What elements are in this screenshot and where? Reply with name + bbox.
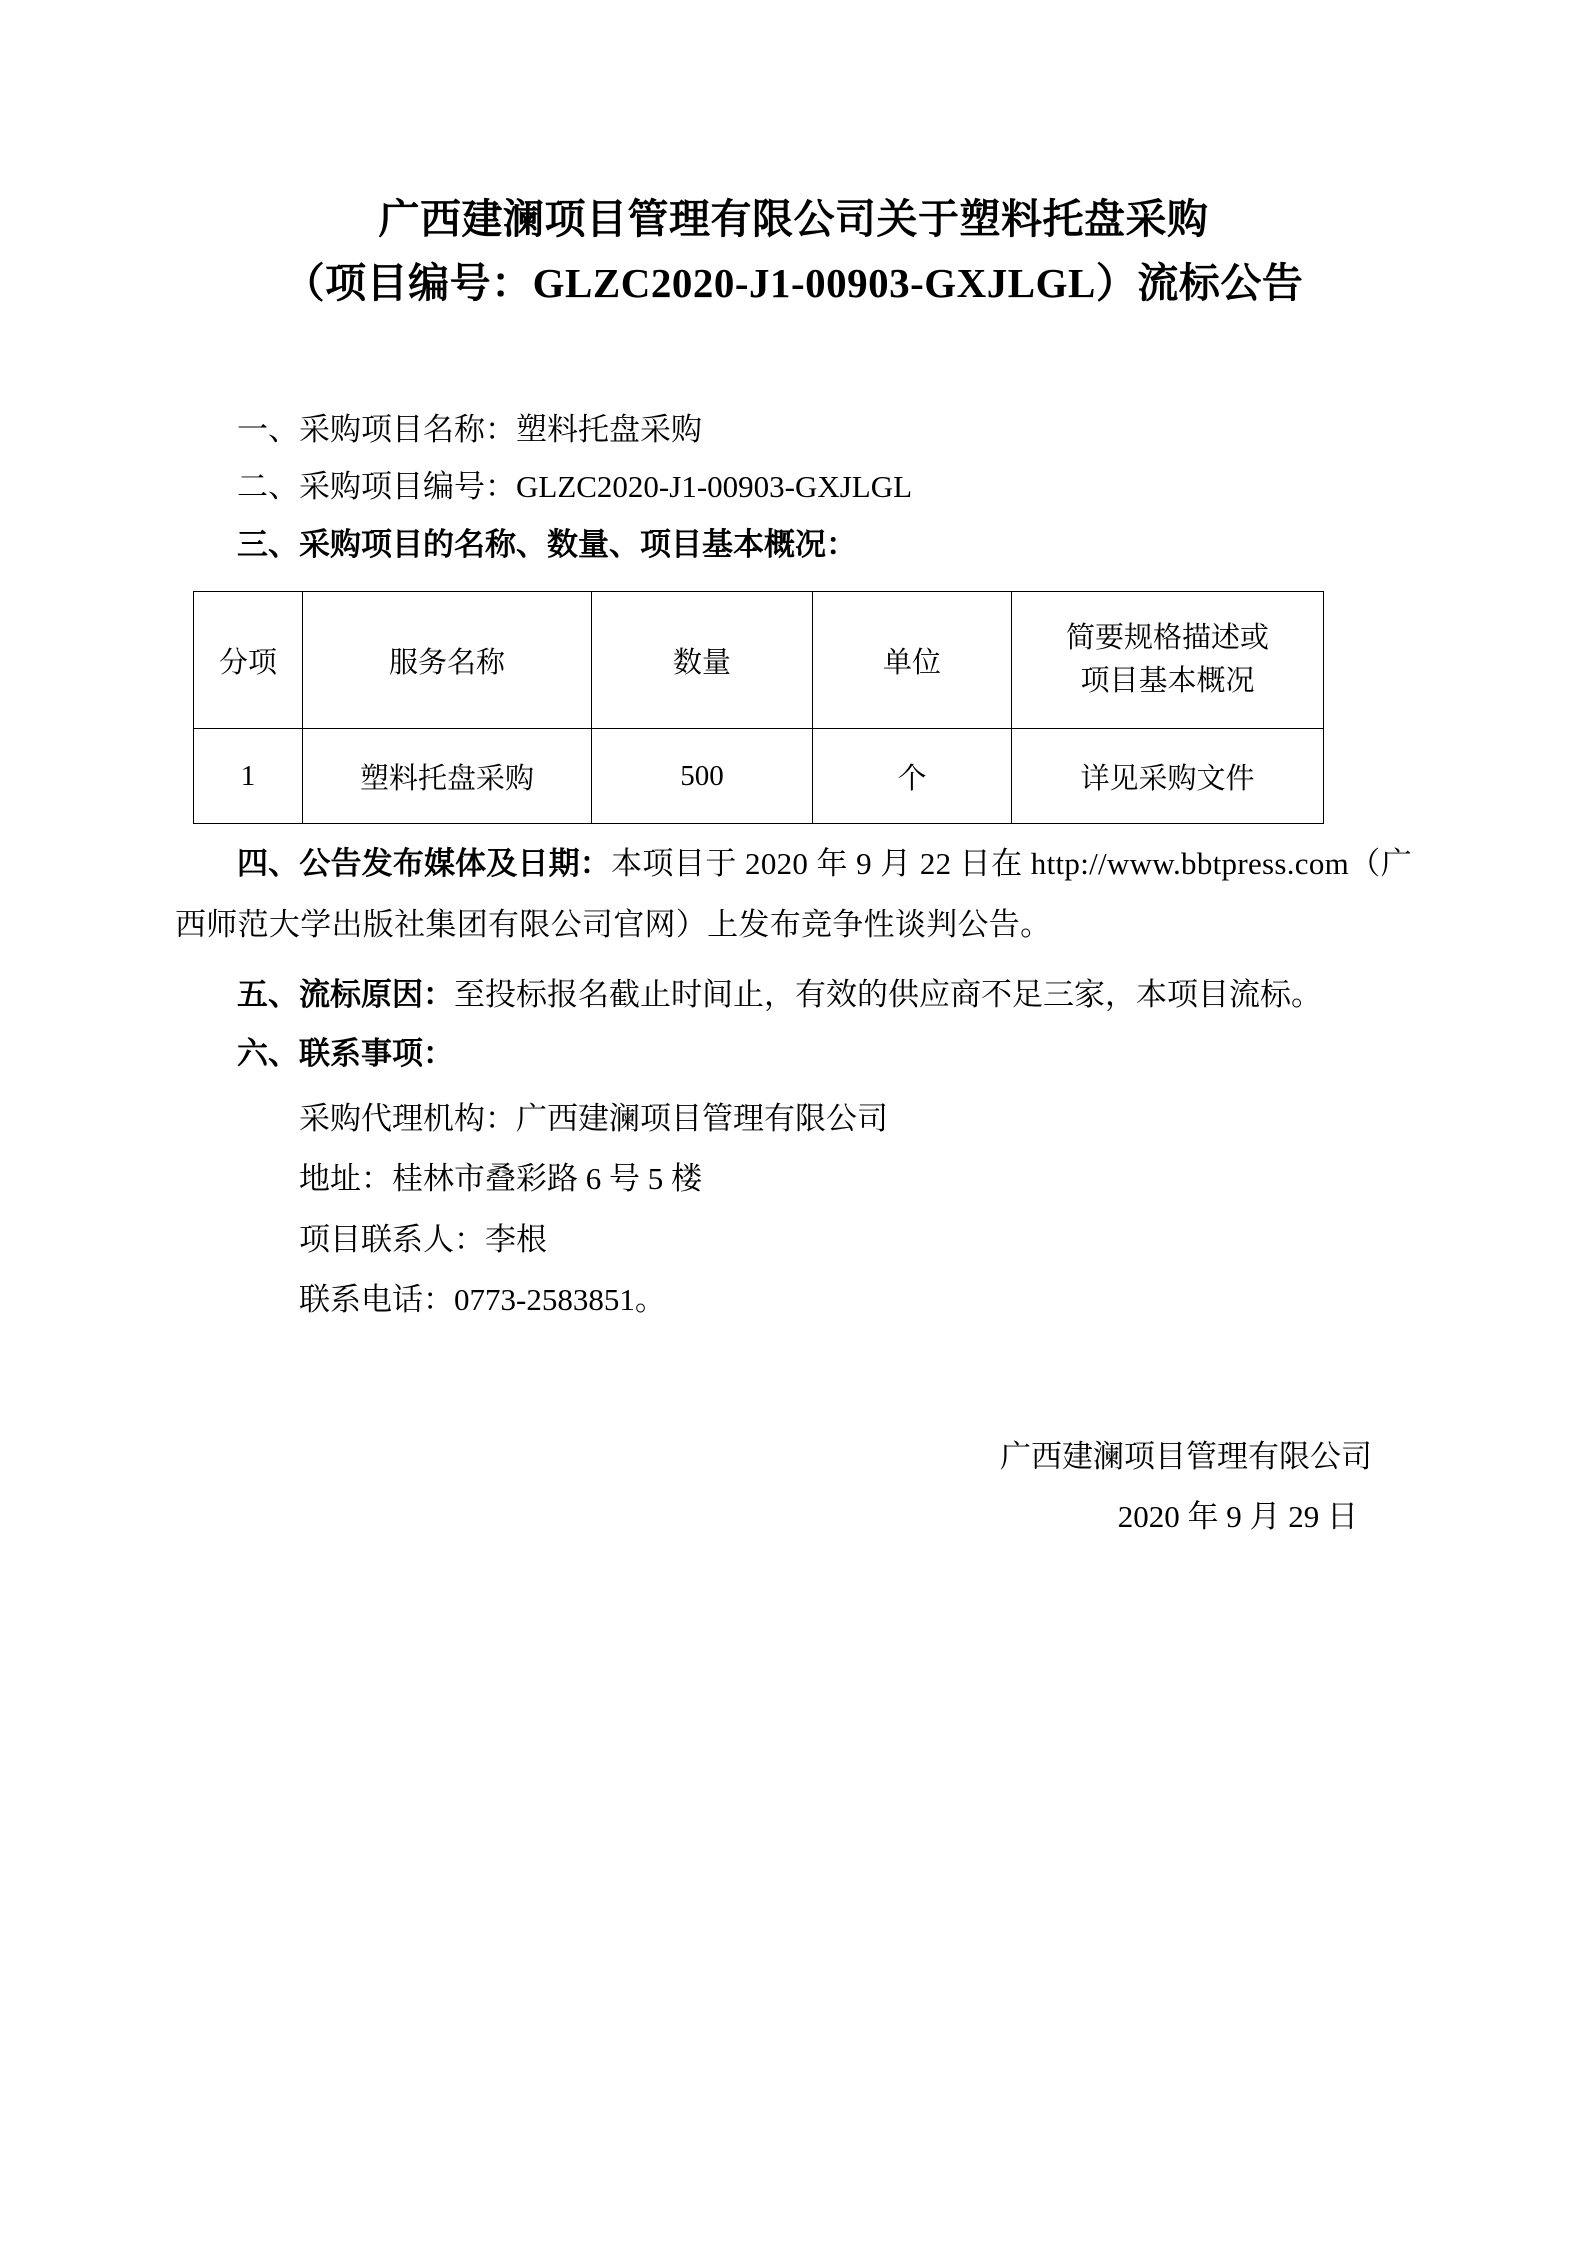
contact-phone: 联系电话：0773-2583851。	[299, 1282, 666, 1318]
table-header	[194, 592, 1324, 729]
title-line-1: 广西建澜项目管理有限公司关于塑料托盘采购	[378, 196, 1209, 242]
section-item-2: 二、采购项目编号：GLZC2020-J1-00903-GXJLGL	[237, 469, 913, 505]
signature-company: 广西建澜项目管理有限公司	[1000, 1438, 1372, 1474]
table-header-cell-spec	[1012, 592, 1324, 729]
section-item-5	[175, 965, 1412, 1025]
section-item-3: 三、采购项目的名称、数量、项目基本概况：	[237, 526, 857, 562]
section-item-1: 一、采购项目名称：塑料托盘采购	[237, 412, 702, 448]
contact-agency: 采购代理机构：广西建澜项目管理有限公司	[299, 1100, 888, 1136]
table-row	[194, 729, 1324, 824]
table-header-cell-subitem: 分项	[194, 592, 303, 729]
procurement-table	[193, 591, 1324, 824]
title-spacer	[175, 315, 1412, 401]
cell-service-name: 塑料托盘采购	[303, 729, 592, 824]
table-header-cell-spec-line-1: 简要规格描述或	[1065, 621, 1269, 654]
page-title	[175, 150, 1412, 315]
cell-unit: 个	[813, 729, 1012, 824]
table-header-cell-quantity: 数量	[592, 592, 813, 729]
table-header-cell-service-name: 服务名称	[303, 592, 592, 729]
table-header-cell-unit: 单位	[813, 592, 1012, 729]
contact-address: 地址：桂林市叠彩路 6 号 5 楼	[299, 1161, 702, 1197]
section-item-5-text: 至投标报名截止时间止，有效的供应商不足三家，本项目流标。	[454, 977, 1322, 1012]
contact-person: 项目联系人：李根	[299, 1221, 547, 1257]
section-item-4-label: 四、公告发布媒体及日期：	[237, 846, 611, 882]
contact-block	[175, 1089, 1412, 1331]
title-line-2: （项目编号：GLZC2020-J1-00903-GXJLGL）流标公告	[283, 259, 1304, 306]
signature-date: 2020 年 9 月 29 日	[1117, 1498, 1358, 1534]
table-body	[194, 729, 1324, 824]
signature-block	[175, 1427, 1412, 1548]
table-header-cell-spec-line-2: 项目基本概况	[1080, 665, 1255, 698]
cell-quantity: 500	[592, 729, 813, 824]
cell-spec: 详见采购文件	[1012, 729, 1324, 824]
table-header-row	[194, 592, 1324, 729]
section-item-6: 六、联系事项：	[237, 1036, 454, 1072]
section-item-5-label: 五、流标原因：	[237, 977, 454, 1012]
section-item-4-text: 本项目于 2020 年 9 月 22 日在 http://www.bbtpress.com（广西师范大学出版社集团有限公司官网）上发布竞争性谈判公告。	[175, 846, 1413, 942]
section-item-4	[175, 834, 1412, 955]
cell-subitem-no: 1	[194, 729, 303, 824]
